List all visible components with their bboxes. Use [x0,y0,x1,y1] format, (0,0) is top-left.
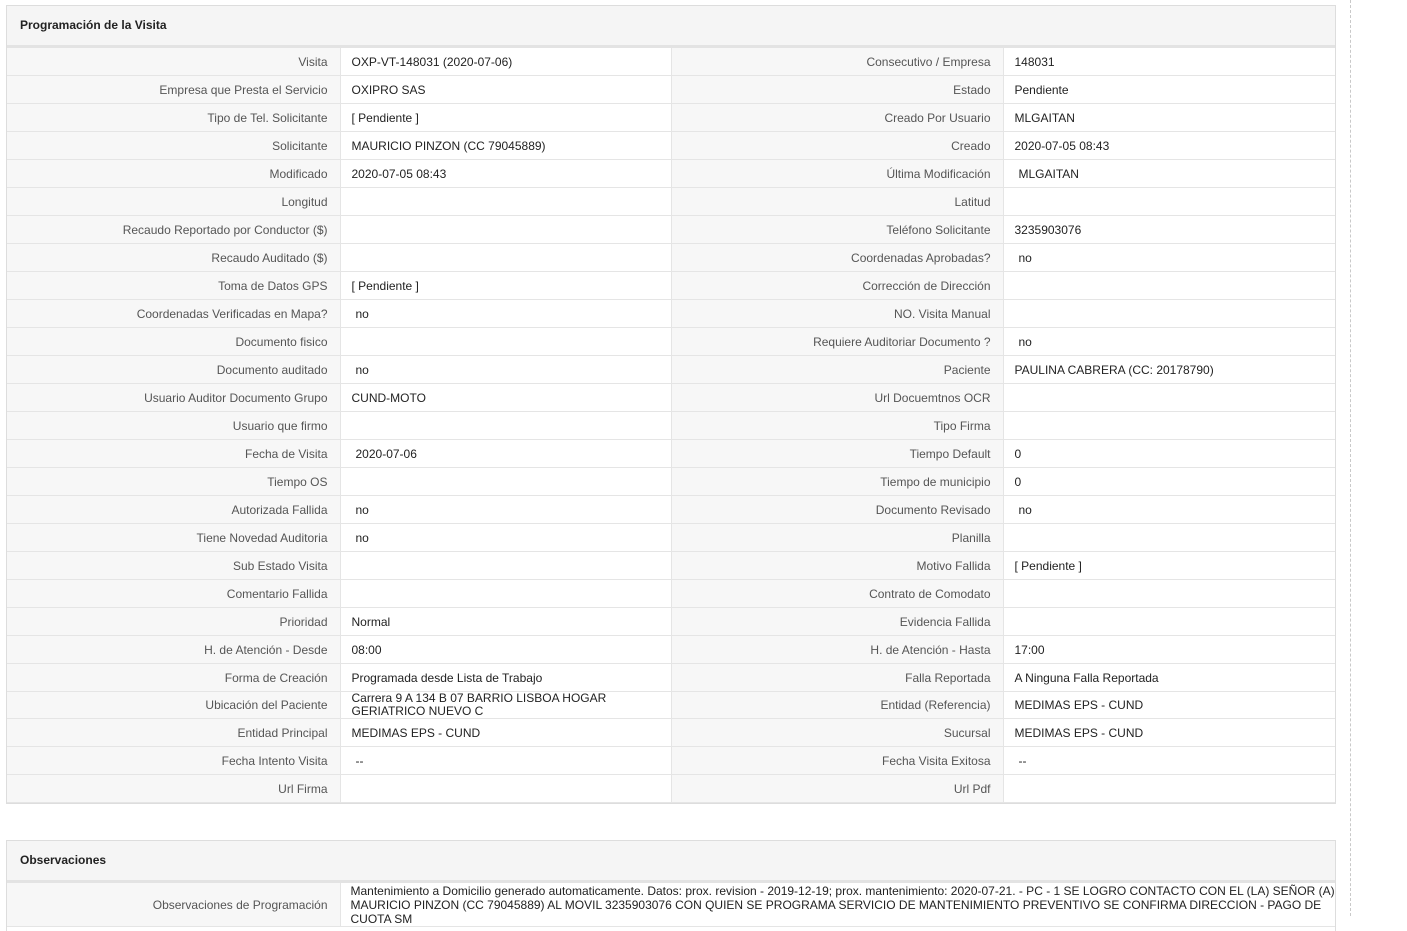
field-value: no [1003,496,1335,524]
observaciones-label: Observaciones de Programación [7,883,340,927]
field-value: 2020-07-05 08:43 [340,160,671,188]
field-value [1003,524,1335,552]
field-label: Url Docuemtnos OCR [671,384,1003,412]
field-label: Modificado [7,160,340,188]
field-value [1003,580,1335,608]
table-row [7,496,1335,524]
field-label: Comentario Fallida [7,580,340,608]
field-value: MAURICIO PINZON (CC 79045889) [340,132,671,160]
observaciones-text: Mantenimiento a Domicilio generado automaticamente. Datos: prox. revision - 2019-12-19; prox. mantenimiento: 2020-07-21. - PC - 1 SE LOGRO CONTACTO CON EL (LA) SEÑOR (A) MAURICIO PINZON (CC 79045889) AL MOVIL 3235903076 CON QUIEN SE PROGRAMA SERVICIO DE MANTENIMIENTO PREVENTIVO SE CONFIRMA DIRECCION - PAGO DE CUOTA SM [340,883,1335,927]
field-label: Ubicación del Paciente [7,692,340,719]
field-value: MEDIMAS EPS - CUND [1003,719,1335,747]
table-row [7,328,1335,356]
field-label: Tiempo OS [7,468,340,496]
field-label: Tipo de Tel. Solicitante [7,104,340,132]
field-value [340,468,671,496]
field-label: Sub Estado Visita [7,552,340,580]
table-row [7,412,1335,440]
table-row [7,76,1335,104]
table-row [7,468,1335,496]
programacion-panel [6,5,1336,804]
field-label: Fecha Visita Exitosa [671,747,1003,775]
field-label: Corrección de Dirección [671,272,1003,300]
table-row [7,300,1335,328]
field-value: no [340,300,671,328]
field-value: no [340,356,671,384]
field-value: [ Pendiente ] [1003,552,1335,580]
field-value [340,580,671,608]
field-label: Creado [671,132,1003,160]
table-row [7,692,1335,719]
field-label: Tipo Firma [671,412,1003,440]
field-label: Falla Reportada [671,664,1003,692]
programacion-table [7,48,1335,803]
field-label: Evidencia Fallida [671,608,1003,636]
field-label: Estado [671,76,1003,104]
field-label: Tiene Novedad Auditoria [7,524,340,552]
field-value: [ Pendiente ] [340,104,671,132]
field-label: Usuario Auditor Documento Grupo [7,384,340,412]
field-label: Motivo Fallida [671,552,1003,580]
table-row [7,188,1335,216]
field-value: 17:00 [1003,636,1335,664]
field-value: Normal [340,608,671,636]
field-value [1003,272,1335,300]
field-value [340,188,671,216]
field-value: 148031 [1003,48,1335,76]
field-label: Solicitante [7,132,340,160]
field-label: Recaudo Reportado por Conductor ($) [7,216,340,244]
field-value: 3235903076 [1003,216,1335,244]
field-value: no [340,496,671,524]
field-label: Fecha de Visita [7,440,340,468]
field-label: Consecutivo / Empresa [671,48,1003,76]
field-label: Forma de Creación [7,664,340,692]
field-value [340,244,671,272]
field-label: H. de Atención - Desde [7,636,340,664]
table-row [7,664,1335,692]
field-label: NO. Visita Manual [671,300,1003,328]
field-label: Autorizada Fallida [7,496,340,524]
table-row [7,272,1335,300]
field-label: Documento Revisado [671,496,1003,524]
field-label: Url Pdf [671,775,1003,803]
observaciones-title: Observaciones [7,841,1335,883]
field-value [1003,384,1335,412]
field-value [1003,300,1335,328]
field-value [1003,775,1335,803]
field-value: MLGAITAN [1003,104,1335,132]
table-row [7,132,1335,160]
field-value [340,412,671,440]
field-label: Fecha Intento Visita [7,747,340,775]
programacion-rows [7,48,1335,803]
table-row [7,160,1335,188]
field-label: Contrato de Comodato [671,580,1003,608]
table-row [7,104,1335,132]
field-label: Entidad Principal [7,719,340,747]
field-label: Longitud [7,188,340,216]
field-value: [ Pendiente ] [340,272,671,300]
field-label: Latitud [671,188,1003,216]
field-value: Programada desde Lista de Trabajo [340,664,671,692]
field-label: Visita [7,48,340,76]
field-value: 0 [1003,468,1335,496]
field-value: OXP-VT-148031 (2020-07-06) [340,48,671,76]
observaciones-panel [6,840,1336,931]
table-row [7,384,1335,412]
field-value: Pendiente [1003,76,1335,104]
field-value: Carrera 9 A 134 B 07 BARRIO LISBOA HOGAR GERIATRICO NUEVO C [340,692,671,719]
table-row [7,440,1335,468]
field-label: Toma de Datos GPS [7,272,340,300]
field-label: Documento fisico [7,328,340,356]
field-value: -- [340,747,671,775]
field-value [340,552,671,580]
field-label: Coordenadas Aprobadas? [671,244,1003,272]
table-row [7,244,1335,272]
table-row [7,524,1335,552]
field-value: 2020-07-06 [340,440,671,468]
table-row [7,747,1335,775]
observaciones-table [7,883,1335,927]
table-row [7,356,1335,384]
field-value [340,216,671,244]
field-value: MLGAITAN [1003,160,1335,188]
table-row [7,636,1335,664]
field-value: OXIPRO SAS [340,76,671,104]
field-value: MEDIMAS EPS - CUND [340,719,671,747]
field-value: A Ninguna Falla Reportada [1003,664,1335,692]
field-value: -- [1003,747,1335,775]
table-row [7,883,1335,927]
field-value [1003,608,1335,636]
table-row [7,608,1335,636]
field-label: Prioridad [7,608,340,636]
field-value: 2020-07-05 08:43 [1003,132,1335,160]
field-value [340,328,671,356]
field-value: no [340,524,671,552]
field-value: no [1003,244,1335,272]
field-label: Teléfono Solicitante [671,216,1003,244]
field-value [340,775,671,803]
table-row [7,719,1335,747]
field-label: Última Modificación [671,160,1003,188]
field-value: 08:00 [340,636,671,664]
field-label: Creado Por Usuario [671,104,1003,132]
field-label: Url Firma [7,775,340,803]
field-value [1003,412,1335,440]
field-label: Recaudo Auditado ($) [7,244,340,272]
table-row [7,580,1335,608]
table-row [7,216,1335,244]
field-label: Coordenadas Verificadas en Mapa? [7,300,340,328]
field-label: Paciente [671,356,1003,384]
field-label: Sucursal [671,719,1003,747]
field-label: Usuario que firmo [7,412,340,440]
field-label: Tiempo de municipio [671,468,1003,496]
field-label: Planilla [671,524,1003,552]
field-value: 0 [1003,440,1335,468]
field-value [1003,188,1335,216]
table-row [7,775,1335,803]
field-value: CUND-MOTO [340,384,671,412]
field-label: Requiere Auditoriar Documento ? [671,328,1003,356]
field-value: no [1003,328,1335,356]
field-label: Tiempo Default [671,440,1003,468]
page-divider [1350,0,1351,916]
field-label: H. de Atención - Hasta [671,636,1003,664]
field-value: PAULINA CABRERA (CC: 20178790) [1003,356,1335,384]
table-row [7,48,1335,76]
table-row [7,552,1335,580]
field-value: MEDIMAS EPS - CUND [1003,692,1335,719]
field-label: Empresa que Presta el Servicio [7,76,340,104]
field-label: Documento auditado [7,356,340,384]
field-label: Entidad (Referencia) [671,692,1003,719]
programacion-title: Programación de la Visita [7,6,1335,48]
